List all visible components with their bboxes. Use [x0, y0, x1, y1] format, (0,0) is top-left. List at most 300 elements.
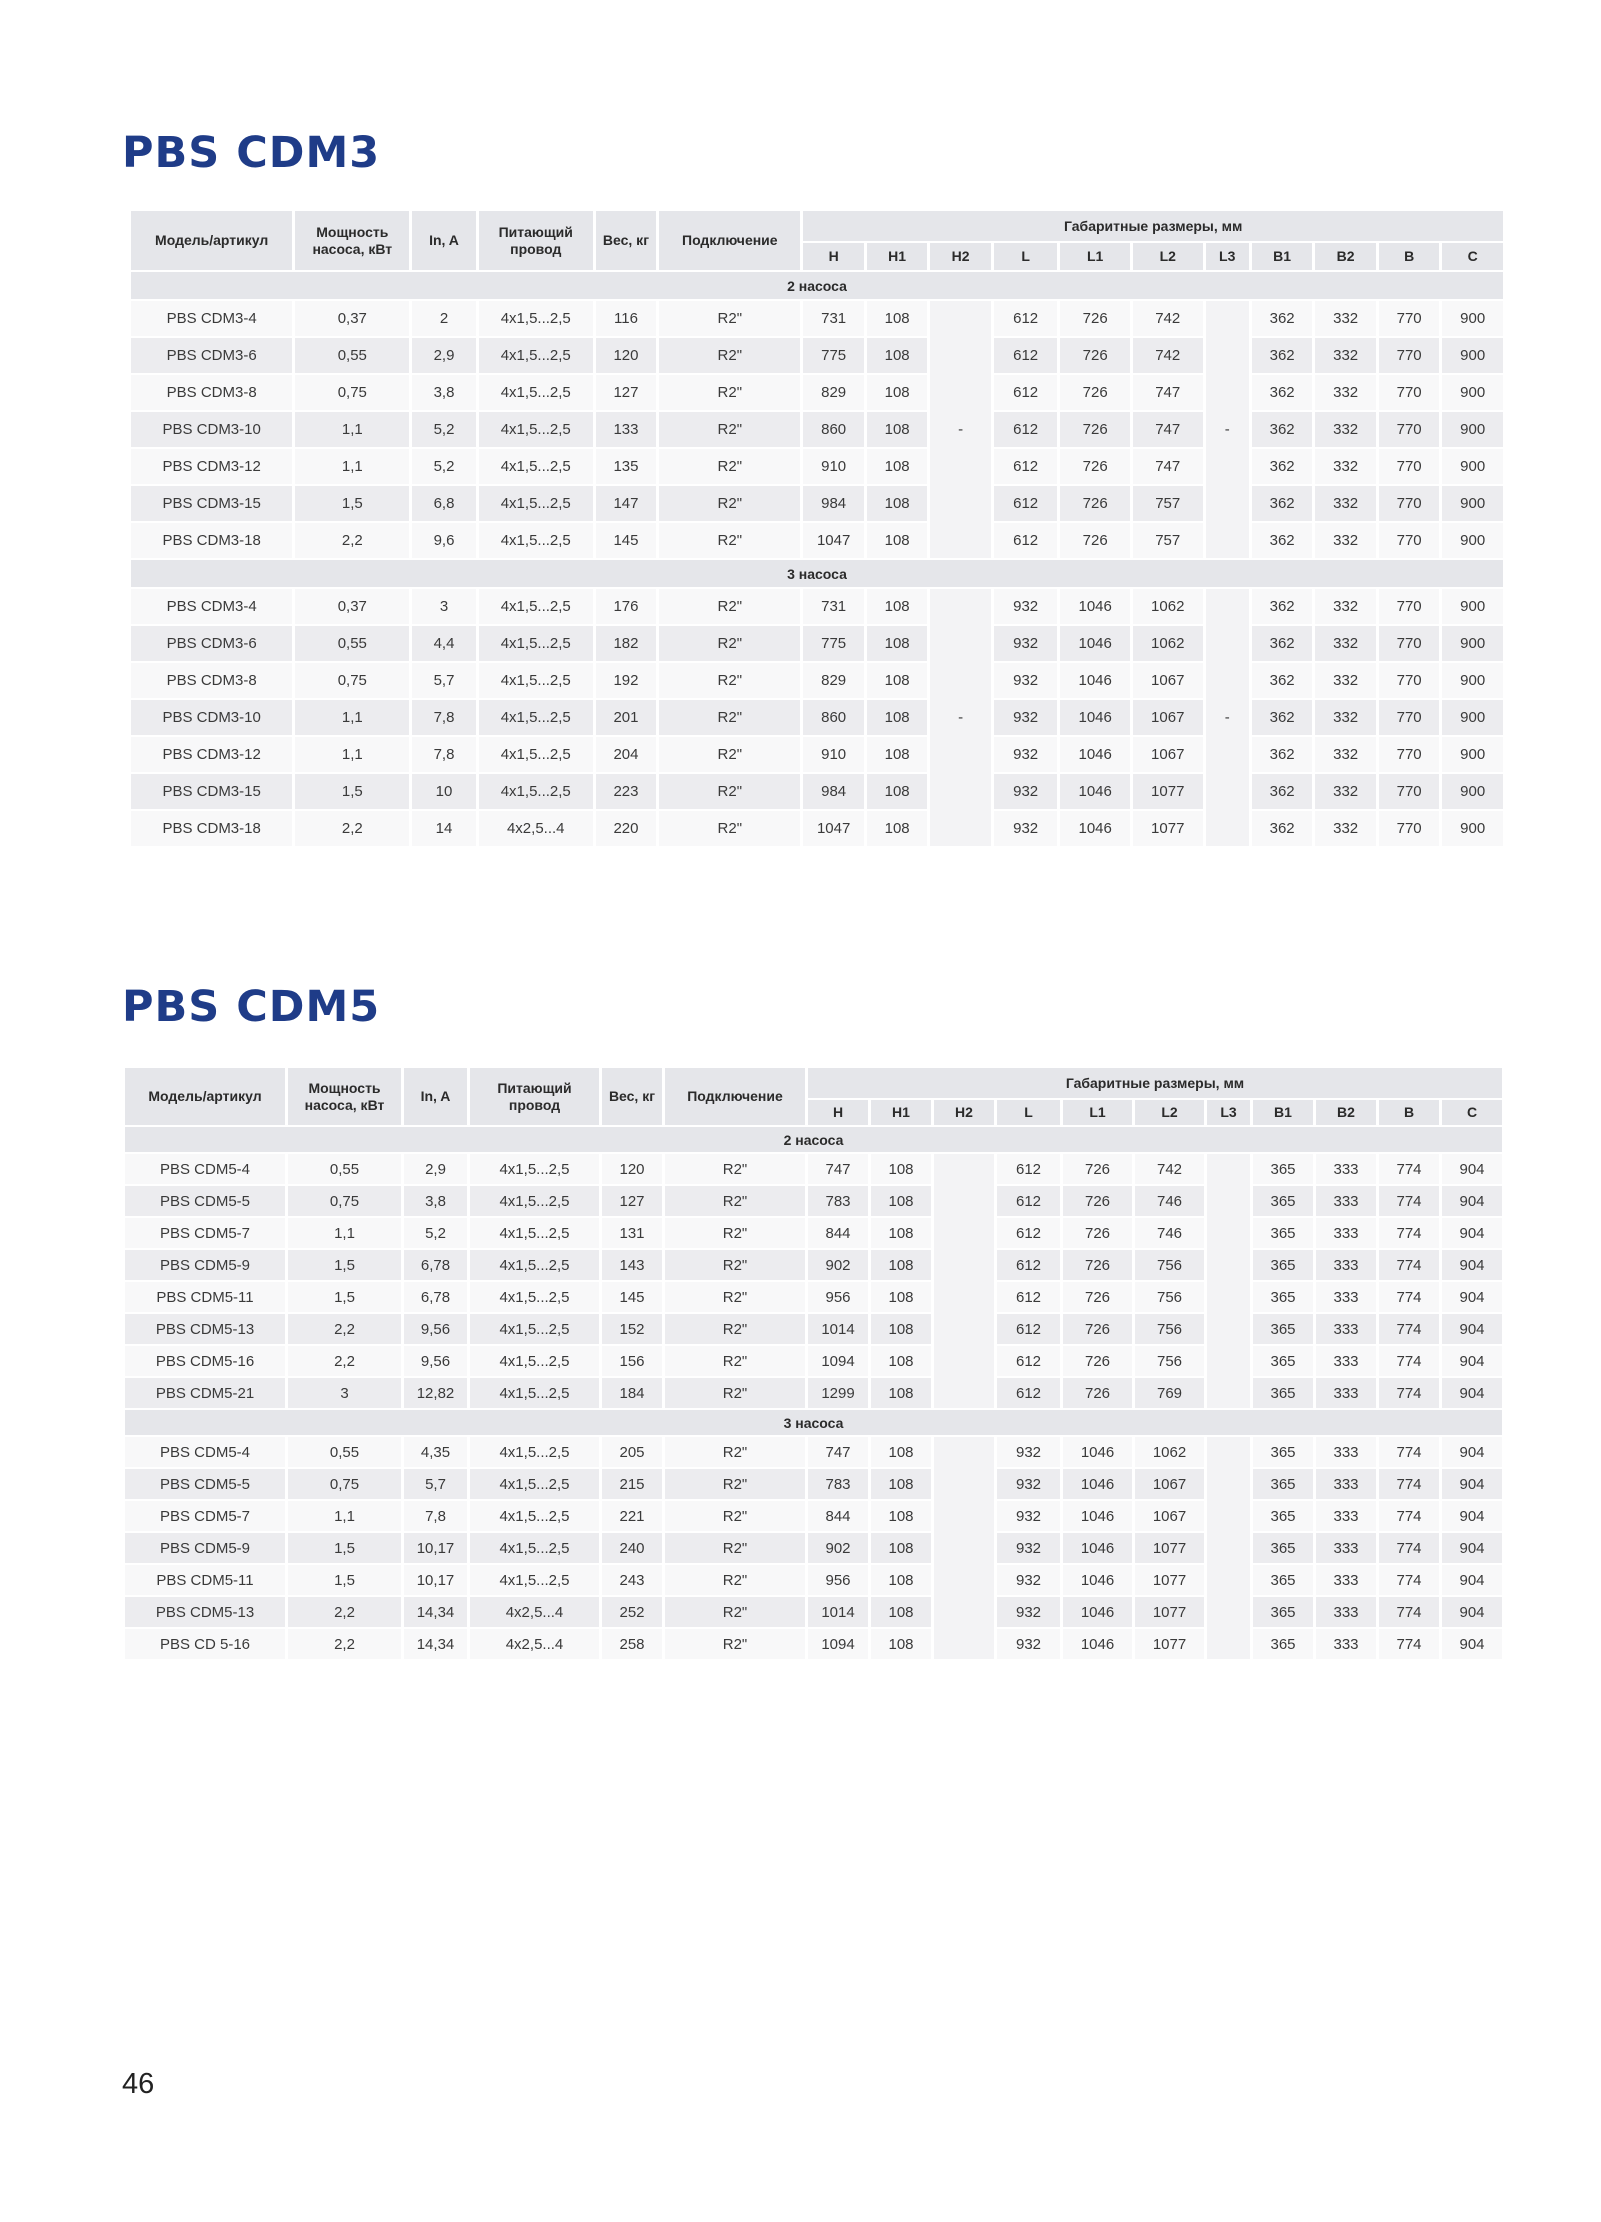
cell-c: 904: [1442, 1469, 1502, 1499]
cell-cable: 4х1,5...2,5: [479, 700, 593, 735]
cell-l2: 742: [1135, 1154, 1204, 1184]
cell-l3: [1207, 1437, 1250, 1659]
cell-connection: R2": [665, 1186, 805, 1216]
cell-l: 612: [994, 301, 1058, 336]
cell-h1: 108: [871, 1437, 931, 1467]
section-title-cdm5: PBS CDM5: [122, 982, 381, 1032]
header-dim-h1: H1: [867, 243, 928, 270]
cell-model: PBS CDM3-4: [131, 301, 292, 336]
header-power: Мощность насоса, кВт: [295, 211, 409, 270]
cell-b1: 365: [1253, 1565, 1313, 1595]
cell-h1: 108: [867, 449, 928, 484]
cell-cable: 4х1,5...2,5: [470, 1437, 599, 1467]
cell-b2: 332: [1315, 301, 1376, 336]
cell-l1: 1046: [1060, 811, 1130, 846]
cell-power: 0,75: [295, 663, 409, 698]
cell-b: 774: [1379, 1282, 1439, 1312]
cell-h1: 108: [867, 811, 928, 846]
cell-l2: 1077: [1135, 1629, 1204, 1659]
cell-l1: 1046: [1060, 589, 1130, 624]
table-row: [125, 1250, 1502, 1280]
header-cable: Питающий провод: [479, 211, 593, 270]
cell-connection: R2": [659, 737, 800, 772]
header-dim-b2: B2: [1316, 1100, 1376, 1125]
cell-model: PBS CDM3-15: [131, 486, 292, 521]
cell-connection: R2": [659, 774, 800, 809]
cell-h1: 108: [871, 1186, 931, 1216]
cell-cable: 4х1,5...2,5: [470, 1250, 599, 1280]
cell-l: 932: [994, 774, 1058, 809]
group-row: [125, 1127, 1502, 1152]
cell-b2: 333: [1316, 1437, 1376, 1467]
cell-cable: 4х2,5...4: [470, 1629, 599, 1659]
cell-current: 12,82: [404, 1378, 467, 1408]
cell-l: 932: [997, 1565, 1060, 1595]
cell-b2: 333: [1316, 1218, 1376, 1248]
cell-h1: 108: [871, 1629, 931, 1659]
cell-model: PBS CDM5-9: [125, 1533, 285, 1563]
cell-l2: 756: [1135, 1346, 1204, 1376]
cell-b2: 332: [1315, 700, 1376, 735]
cell-c: 900: [1442, 700, 1503, 735]
header-dim-l1: L1: [1060, 243, 1130, 270]
cell-power: 1,5: [288, 1533, 401, 1563]
cell-l1: 1046: [1063, 1629, 1132, 1659]
cell-c: 904: [1442, 1154, 1502, 1184]
cell-power: 0,75: [288, 1469, 401, 1499]
cell-b1: 362: [1252, 774, 1313, 809]
cell-b1: 362: [1252, 412, 1313, 447]
cell-l1: 726: [1060, 338, 1130, 373]
cell-h: 731: [803, 589, 864, 624]
cell-cable: 4х1,5...2,5: [470, 1565, 599, 1595]
cell-cable: 4х1,5...2,5: [470, 1282, 599, 1312]
cell-l1: 726: [1060, 486, 1130, 521]
cell-connection: R2": [659, 449, 800, 484]
cell-weight: 184: [602, 1378, 662, 1408]
cell-c: 904: [1442, 1282, 1502, 1312]
cell-l2: 742: [1133, 338, 1203, 373]
cell-weight: 127: [596, 375, 657, 410]
cell-h1: 108: [867, 301, 928, 336]
cell-b1: 362: [1252, 486, 1313, 521]
cell-current: 3,8: [412, 375, 476, 410]
cell-b2: 332: [1315, 774, 1376, 809]
cell-cable: 4х1,5...2,5: [479, 301, 593, 336]
cell-connection: R2": [659, 663, 800, 698]
cell-cable: 4х1,5...2,5: [470, 1218, 599, 1248]
cell-c: 904: [1442, 1250, 1502, 1280]
cell-cable: 4х1,5...2,5: [479, 449, 593, 484]
cell-b1: 362: [1252, 626, 1313, 661]
cell-h: 783: [808, 1469, 868, 1499]
header-connection: Подключение: [665, 1068, 805, 1125]
cell-model: PBS CDM3-6: [131, 626, 292, 661]
cell-c: 900: [1442, 375, 1503, 410]
cell-b2: 332: [1315, 811, 1376, 846]
cell-cable: 4х1,5...2,5: [470, 1314, 599, 1344]
cell-model: PBS CDM5-13: [125, 1597, 285, 1627]
cell-power: 1,1: [295, 449, 409, 484]
cell-power: 2,2: [295, 523, 409, 558]
cell-c: 900: [1442, 486, 1503, 521]
cell-b1: 365: [1253, 1282, 1313, 1312]
cell-l2: 747: [1133, 412, 1203, 447]
cell-c: 904: [1442, 1565, 1502, 1595]
cell-b1: 362: [1252, 737, 1313, 772]
cell-h1: 108: [867, 375, 928, 410]
cell-c: 900: [1442, 626, 1503, 661]
table-row: [125, 1469, 1502, 1499]
cell-l2: 747: [1133, 449, 1203, 484]
cell-c: 900: [1442, 449, 1503, 484]
cell-model: PBS CDM5-4: [125, 1154, 285, 1184]
cell-l: 932: [997, 1469, 1060, 1499]
cell-b2: 332: [1315, 663, 1376, 698]
cell-l2: 746: [1135, 1218, 1204, 1248]
header-dim-c: C: [1442, 243, 1503, 270]
cell-b1: 365: [1253, 1314, 1313, 1344]
table-row: [131, 486, 1503, 521]
cell-b1: 365: [1253, 1469, 1313, 1499]
header-model: Модель/артикул: [125, 1068, 285, 1125]
cell-h1: 108: [871, 1565, 931, 1595]
cell-h1: 108: [871, 1378, 931, 1408]
cell-weight: 192: [596, 663, 657, 698]
cell-l: 612: [994, 338, 1058, 373]
cell-c: 904: [1442, 1378, 1502, 1408]
cell-power: 1,5: [295, 486, 409, 521]
cell-l: 932: [997, 1437, 1060, 1467]
header-dim-l: L: [994, 243, 1058, 270]
header-dim-l3: L3: [1206, 243, 1249, 270]
cell-current: 10,17: [404, 1533, 467, 1563]
cell-weight: 147: [596, 486, 657, 521]
cell-cable: 4х2,5...4: [479, 811, 593, 846]
cell-l2: 1067: [1133, 737, 1203, 772]
cell-weight: 221: [602, 1501, 662, 1531]
cell-power: 0,37: [295, 301, 409, 336]
cell-model: PBS CDM5-21: [125, 1378, 285, 1408]
cell-current: 10: [412, 774, 476, 809]
cell-model: PBS CDM5-5: [125, 1469, 285, 1499]
cell-b: 770: [1379, 774, 1440, 809]
cell-power: 2,2: [288, 1597, 401, 1627]
cell-h: 956: [808, 1282, 868, 1312]
cell-l2: 756: [1135, 1314, 1204, 1344]
cell-h: 910: [803, 449, 864, 484]
cell-l1: 1046: [1060, 737, 1130, 772]
cell-l: 612: [997, 1218, 1060, 1248]
cell-b: 770: [1379, 811, 1440, 846]
group-label: 2 насоса: [131, 272, 1503, 299]
cell-c: 900: [1442, 412, 1503, 447]
cell-cable: 4х1,5...2,5: [470, 1378, 599, 1408]
cell-cable: 4х1,5...2,5: [479, 774, 593, 809]
cell-current: 10,17: [404, 1565, 467, 1595]
cell-b: 770: [1379, 338, 1440, 373]
cell-l2: 1062: [1135, 1437, 1204, 1467]
cell-power: 1,1: [295, 737, 409, 772]
cell-h2: -: [930, 589, 991, 846]
cell-l: 612: [994, 486, 1058, 521]
cell-weight: 205: [602, 1437, 662, 1467]
header-dim-h1: H1: [871, 1100, 931, 1125]
cell-h: 747: [808, 1437, 868, 1467]
cell-l1: 726: [1063, 1218, 1132, 1248]
cell-h1: 108: [867, 663, 928, 698]
table-row: [125, 1533, 1502, 1563]
cell-model: PBS CDM3-12: [131, 449, 292, 484]
cell-power: 3: [288, 1378, 401, 1408]
cell-cable: 4х1,5...2,5: [470, 1533, 599, 1563]
cell-h1: 108: [871, 1469, 931, 1499]
header-row: [131, 211, 1503, 241]
cell-b1: 365: [1253, 1597, 1313, 1627]
cell-b2: 332: [1315, 449, 1376, 484]
cell-power: 1,1: [295, 412, 409, 447]
header-dim-l2: L2: [1133, 243, 1203, 270]
cell-weight: 243: [602, 1565, 662, 1595]
cell-weight: 258: [602, 1629, 662, 1659]
cell-h: 747: [808, 1154, 868, 1184]
cell-b2: 333: [1316, 1629, 1376, 1659]
cell-c: 900: [1442, 811, 1503, 846]
cell-connection: R2": [659, 486, 800, 521]
header-dim-h2: H2: [930, 243, 991, 270]
cell-l: 932: [994, 663, 1058, 698]
cell-current: 6,78: [404, 1282, 467, 1312]
cell-weight: 135: [596, 449, 657, 484]
cell-b: 774: [1379, 1629, 1439, 1659]
cell-c: 904: [1442, 1218, 1502, 1248]
cell-weight: 176: [596, 589, 657, 624]
cell-l: 612: [997, 1154, 1060, 1184]
cell-weight: 182: [596, 626, 657, 661]
cell-b2: 333: [1316, 1469, 1376, 1499]
cell-l3: -: [1206, 301, 1249, 558]
cell-connection: R2": [665, 1469, 805, 1499]
cell-b2: 332: [1315, 626, 1376, 661]
cell-current: 2: [412, 301, 476, 336]
cell-power: 1,5: [288, 1565, 401, 1595]
cell-b: 770: [1379, 449, 1440, 484]
cell-cable: 4х1,5...2,5: [479, 589, 593, 624]
cell-h1: 108: [871, 1250, 931, 1280]
cell-power: 2,2: [288, 1314, 401, 1344]
cell-current: 9,56: [404, 1314, 467, 1344]
cell-cable: 4х1,5...2,5: [470, 1154, 599, 1184]
cell-h1: 108: [867, 700, 928, 735]
cell-cable: 4х2,5...4: [470, 1597, 599, 1627]
cell-b2: 333: [1316, 1378, 1376, 1408]
cell-current: 2,9: [404, 1154, 467, 1184]
cell-b: 770: [1379, 737, 1440, 772]
cell-b2: 333: [1316, 1314, 1376, 1344]
cell-connection: R2": [665, 1629, 805, 1659]
cell-l1: 1046: [1060, 626, 1130, 661]
cell-l: 932: [994, 811, 1058, 846]
cell-connection: R2": [665, 1314, 805, 1344]
table-row: [125, 1314, 1502, 1344]
cell-cable: 4х1,5...2,5: [470, 1501, 599, 1531]
cell-model: PBS CDM5-13: [125, 1314, 285, 1344]
cell-power: 0,55: [288, 1154, 401, 1184]
cell-b: 774: [1379, 1314, 1439, 1344]
cell-c: 904: [1442, 1629, 1502, 1659]
table-row: [131, 449, 1503, 484]
header-current: In, A: [404, 1068, 467, 1125]
cell-power: 1,1: [295, 700, 409, 735]
table-row: [125, 1154, 1502, 1184]
cell-c: 900: [1442, 338, 1503, 373]
cell-weight: 215: [602, 1469, 662, 1499]
cell-l1: 1046: [1063, 1437, 1132, 1467]
cell-current: 5,2: [412, 449, 476, 484]
table-row: [131, 523, 1503, 558]
cell-b2: 333: [1316, 1154, 1376, 1184]
cell-model: PBS CDM3-15: [131, 774, 292, 809]
cell-l: 932: [997, 1501, 1060, 1531]
cell-b2: 333: [1316, 1250, 1376, 1280]
cell-l1: 726: [1060, 449, 1130, 484]
cell-model: PBS CDM3-8: [131, 375, 292, 410]
group-label: 3 насоса: [125, 1410, 1502, 1435]
cell-current: 4,4: [412, 626, 476, 661]
cell-l1: 1046: [1063, 1533, 1132, 1563]
header-dim-b: B: [1379, 243, 1440, 270]
cell-model: PBS CDM3-10: [131, 412, 292, 447]
cell-c: 904: [1442, 1597, 1502, 1627]
cell-weight: 152: [602, 1314, 662, 1344]
cell-power: 0,55: [288, 1437, 401, 1467]
table-row: [131, 811, 1503, 846]
header-dim-b2: B2: [1315, 243, 1376, 270]
cell-l1: 1046: [1063, 1469, 1132, 1499]
cell-b2: 332: [1315, 737, 1376, 772]
cell-c: 904: [1442, 1186, 1502, 1216]
header-power: Мощность насоса, кВт: [288, 1068, 401, 1125]
cell-power: 1,1: [288, 1218, 401, 1248]
table-row: [125, 1629, 1502, 1659]
cell-l: 612: [997, 1186, 1060, 1216]
cell-model: PBS CDM3-18: [131, 523, 292, 558]
cell-connection: R2": [665, 1218, 805, 1248]
cell-l: 612: [994, 449, 1058, 484]
cell-connection: R2": [659, 338, 800, 373]
header-dim-l: L: [997, 1100, 1060, 1125]
table-row: [125, 1218, 1502, 1248]
cell-b1: 365: [1253, 1346, 1313, 1376]
cell-model: PBS CDM5-5: [125, 1186, 285, 1216]
cell-connection: R2": [665, 1282, 805, 1312]
cell-h: 1047: [803, 811, 864, 846]
header-row: [125, 1068, 1502, 1098]
cell-h1: 108: [867, 774, 928, 809]
cell-connection: R2": [665, 1501, 805, 1531]
cell-l: 612: [994, 412, 1058, 447]
cell-weight: 116: [596, 301, 657, 336]
cell-h: 783: [808, 1186, 868, 1216]
table-row: [125, 1378, 1502, 1408]
cell-c: 900: [1442, 663, 1503, 698]
cell-connection: R2": [659, 301, 800, 336]
cell-model: PBS CDM3-10: [131, 700, 292, 735]
cell-h: 984: [803, 486, 864, 521]
cell-power: 2,2: [288, 1346, 401, 1376]
cell-l1: 726: [1063, 1314, 1132, 1344]
cell-l2: 757: [1133, 523, 1203, 558]
cell-weight: 133: [596, 412, 657, 447]
cell-b1: 365: [1253, 1437, 1313, 1467]
cell-h: 829: [803, 663, 864, 698]
cell-b1: 365: [1253, 1378, 1313, 1408]
header-weight: Вес, кг: [602, 1068, 662, 1125]
cell-model: PBS CDM5-11: [125, 1282, 285, 1312]
cell-h1: 108: [871, 1314, 931, 1344]
cell-b: 774: [1379, 1533, 1439, 1563]
cell-b: 770: [1379, 412, 1440, 447]
cell-b: 770: [1379, 626, 1440, 661]
header-dim-l1: L1: [1063, 1100, 1132, 1125]
cell-cable: 4х1,5...2,5: [470, 1186, 599, 1216]
cell-current: 2,9: [412, 338, 476, 373]
cell-current: 4,35: [404, 1437, 467, 1467]
cell-b2: 332: [1315, 589, 1376, 624]
cell-connection: R2": [659, 700, 800, 735]
cell-weight: 145: [602, 1282, 662, 1312]
cell-b: 770: [1379, 589, 1440, 624]
cell-b: 770: [1379, 663, 1440, 698]
cell-current: 9,6: [412, 523, 476, 558]
cell-model: PBS CDM3-18: [131, 811, 292, 846]
cell-l2: 756: [1135, 1250, 1204, 1280]
cell-l2: 1067: [1133, 663, 1203, 698]
cell-c: 904: [1442, 1533, 1502, 1563]
cell-weight: 223: [596, 774, 657, 809]
table-row: [131, 412, 1503, 447]
cell-h1: 108: [871, 1597, 931, 1627]
cell-h: 1094: [808, 1346, 868, 1376]
cell-b: 774: [1379, 1597, 1439, 1627]
cell-l2: 1062: [1133, 626, 1203, 661]
cell-connection: R2": [665, 1565, 805, 1595]
cell-model: PBS CDM3-6: [131, 338, 292, 373]
page-number: 46: [122, 2068, 155, 2100]
cell-h1: 108: [871, 1282, 931, 1312]
cell-h: 902: [808, 1250, 868, 1280]
cell-b1: 362: [1252, 301, 1313, 336]
table-row: [125, 1501, 1502, 1531]
cell-current: 6,8: [412, 486, 476, 521]
cell-l1: 726: [1063, 1346, 1132, 1376]
cell-b: 774: [1379, 1437, 1439, 1467]
cell-b: 770: [1379, 301, 1440, 336]
cell-l2: 747: [1133, 375, 1203, 410]
cell-h1: 108: [867, 626, 928, 661]
cell-cable: 4х1,5...2,5: [470, 1469, 599, 1499]
header-model: Модель/артикул: [131, 211, 292, 270]
cell-h: 902: [808, 1533, 868, 1563]
cell-model: PBS CDM5-9: [125, 1250, 285, 1280]
cell-b: 770: [1379, 486, 1440, 521]
cell-l: 932: [997, 1533, 1060, 1563]
cell-connection: R2": [665, 1154, 805, 1184]
cell-power: 0,55: [295, 338, 409, 373]
cell-b: 774: [1379, 1469, 1439, 1499]
cell-h: 844: [808, 1501, 868, 1531]
cell-h: 731: [803, 301, 864, 336]
